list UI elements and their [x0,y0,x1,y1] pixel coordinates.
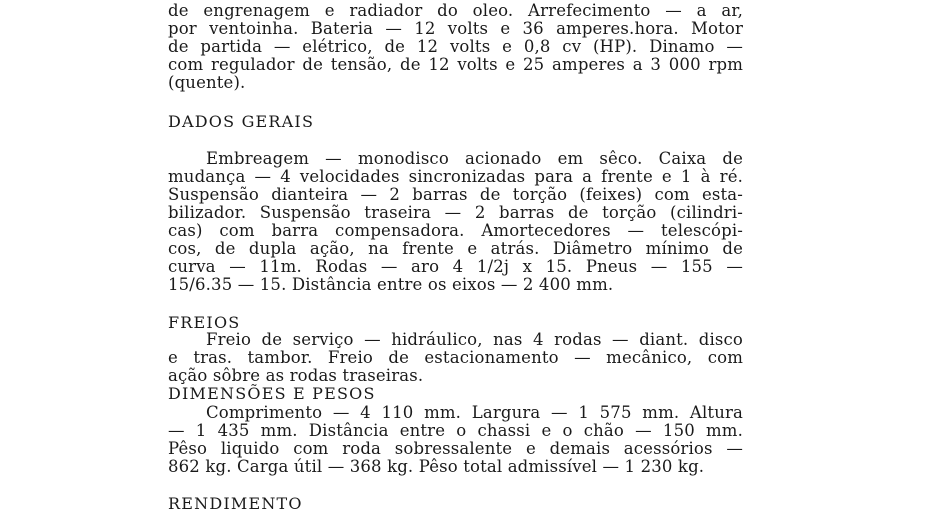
dados-gerais-line-2: mudança — 4 velocidades sincronizadas para a frente e 1 à ré. [168,167,743,186]
dados-gerais-line-1: Embreagem — monodisco acionado em sêco. Caixa de [206,149,743,168]
motor-line-5: (quente). [168,73,246,92]
dimensoes-line-3: Pêso liquido com roda sobressalente e demais acessórios — [168,439,743,458]
dados-gerais-line-5: cas) com barra compensadora. Amortecedores — telescópi- [168,221,743,240]
freios-line-2: e tras. tambor. Freio de estacionamento — mecânico, com [168,348,743,367]
dados-gerais-line-4: bilizador. Suspensão traseira — 2 barras de torção (cilindri- [168,203,743,222]
section-heading-freios: FREIOS [168,313,241,332]
freios-line-1: Freio de serviço — hidráulico, nas 4 rodas — diant. disco [206,330,743,349]
motor-line-1: de engrenagem e radiador do oleo. Arrefecimento — a ar, [168,1,743,20]
section-heading-dados-gerais: DADOS GERAIS [168,112,315,131]
section-heading-dimensoes: DIMENSÕES E PESOS [168,384,376,403]
freios-line-3: ação sôbre as rodas traseiras. [168,366,424,385]
motor-line-2: por ventoinha. Bateria — 12 volts e 36 amperes.hora. Motor [168,19,743,38]
dimensoes-line-2: — 1 435 mm. Distância entre o chassi e o chão — 150 mm. [168,421,743,440]
motor-line-4: com regulador de tensão, de 12 volts e 25 amperes a 3 000 rpm [168,55,743,74]
dados-gerais-line-8: 15/6.35 — 15. Distância entre os eixos — 2 400 mm. [168,275,614,294]
motor-line-3: de partida — elétrico, de 12 volts e 0,8 cv (HP). Dinamo — [168,37,743,56]
dados-gerais-line-7: curva — 11m. Rodas — aro 4 1/2j x 15. Pneus — 155 — [168,257,743,276]
section-heading-rendimento: RENDIMENTO [168,494,303,513]
dados-gerais-line-6: cos, de dupla ação, na frente e atrás. Diâmetro mínimo de [168,239,743,258]
dimensoes-line-1: Comprimento — 4 110 mm. Largura — 1 575 mm. Altura [206,403,743,422]
dados-gerais-line-3: Suspensão dianteira — 2 barras de torção (feixes) com esta- [168,185,743,204]
dimensoes-line-4: 862 kg. Carga útil — 368 kg. Pêso total admissível — 1 230 kg. [168,457,705,476]
